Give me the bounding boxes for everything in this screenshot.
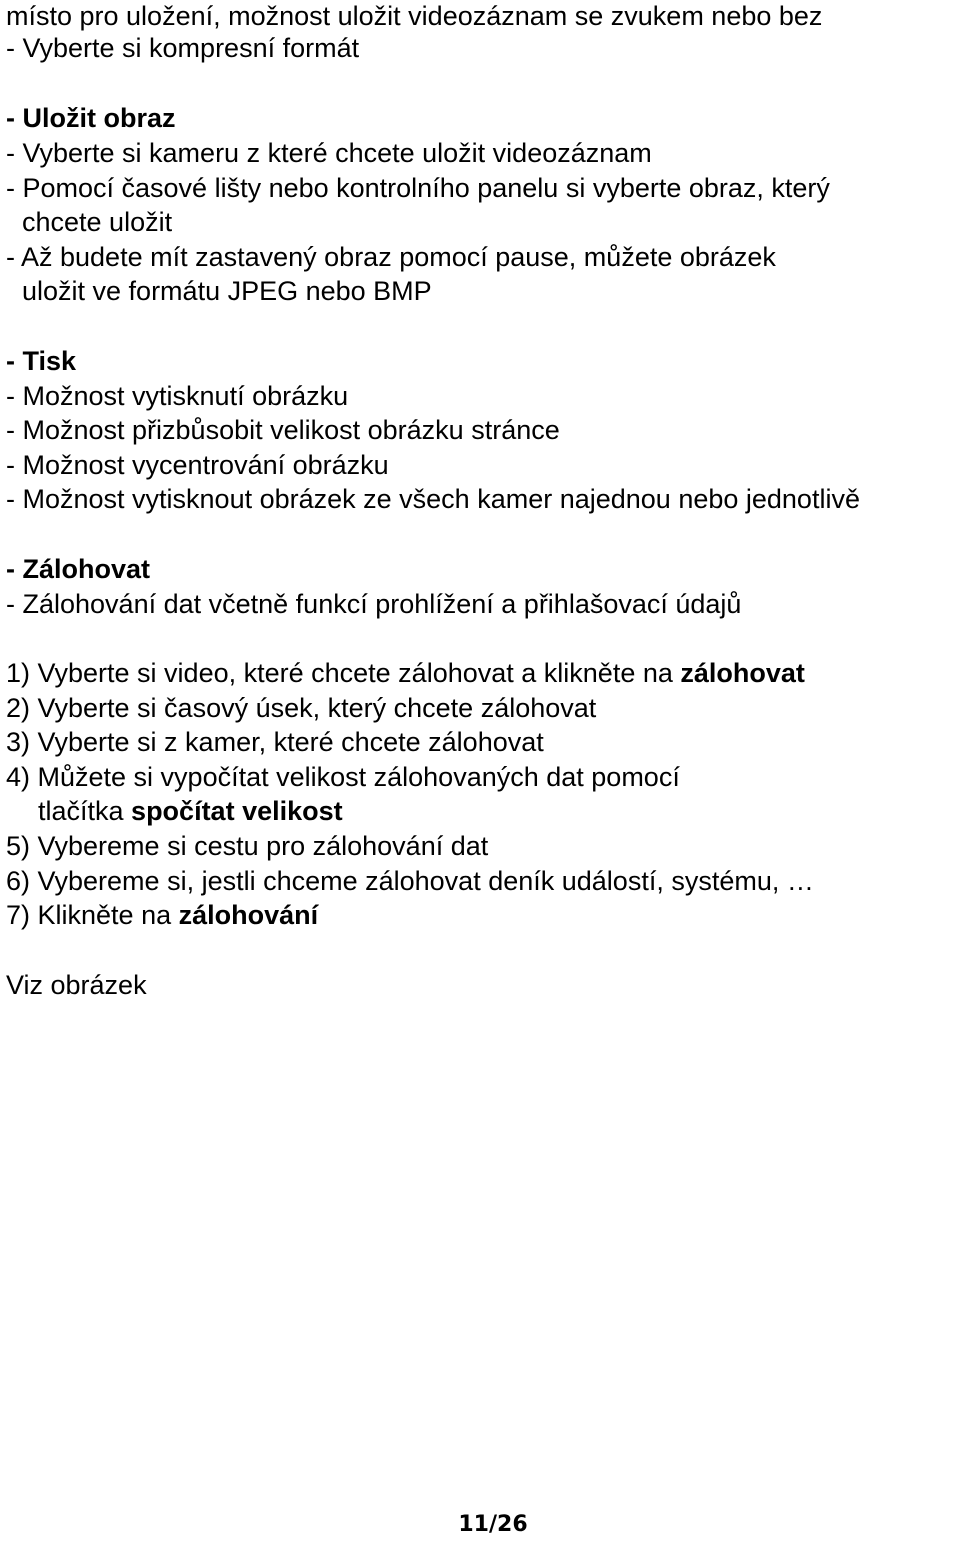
print-item-1: - Možnost vytisknutí obrázku — [6, 381, 349, 411]
step-1 — [6, 657, 805, 689]
step-6: 6) Vybereme si, jestli chceme zálohovat deník událostí, systému, … — [6, 866, 814, 896]
print-item-4: - Možnost vytisknout obrázek ze všech kamer najednou nebo jednotlivě — [6, 484, 860, 514]
backup-item-1: - Zálohování dat včetně funkcí prohlížení a přihlašovací údajů — [6, 589, 742, 619]
save-image-item-3-cont: uložit ve formátu JPEG nebo BMP — [22, 276, 432, 306]
step-7-text: 7) Klikněte na — [6, 900, 179, 930]
step-4-cont-bold: spočítat velikost — [131, 796, 343, 826]
print-item-3: - Možnost vycentrování obrázku — [6, 450, 389, 480]
step-5: 5) Vybereme si cestu pro zálohování dat — [6, 831, 489, 861]
intro-line-1: místo pro uložení, možnost uložit videozáznam se zvukem nebo bez — [6, 1, 823, 31]
page-number: 11/26 — [458, 1512, 528, 1537]
step-3: 3) Vyberte si z kamer, které chcete zálohovat — [6, 727, 544, 757]
step-4: 4) Můžete si vypočítat velikost zálohovaných dat pomocí — [6, 762, 680, 792]
section-heading-print: - Tisk — [6, 346, 77, 376]
print-item-2: - Možnost přizbůsobit velikost obrázku stránce — [6, 415, 560, 445]
step-4-cont — [38, 795, 343, 827]
save-image-item-1: - Vyberte si kameru z které chcete uložit videozáznam — [6, 138, 652, 168]
step-2: 2) Vyberte si časový úsek, který chcete zálohovat — [6, 693, 597, 723]
step-4-cont-text: tlačítka — [38, 796, 132, 826]
save-image-item-2: - Pomocí časové lišty nebo kontrolního panelu si vyberte obraz, který — [6, 173, 830, 203]
step-7 — [6, 899, 318, 931]
save-image-item-2-cont: chcete uložit — [22, 207, 173, 237]
see-image-note: Viz obrázek — [6, 970, 147, 1000]
section-heading-save-image: - Uložit obraz — [6, 103, 176, 133]
step-1-bold: zálohovat — [680, 658, 805, 688]
section-heading-backup: - Zálohovat — [6, 554, 151, 584]
step-1-text: 1) Vyberte si video, které chcete zálohovat a klikněte na — [6, 658, 681, 688]
intro-line-2: - Vyberte si kompresní formát — [6, 33, 360, 63]
save-image-item-3: - Až budete mít zastavený obraz pomocí pause, můžete obrázek — [6, 242, 776, 272]
step-7-bold: zálohování — [178, 900, 319, 930]
